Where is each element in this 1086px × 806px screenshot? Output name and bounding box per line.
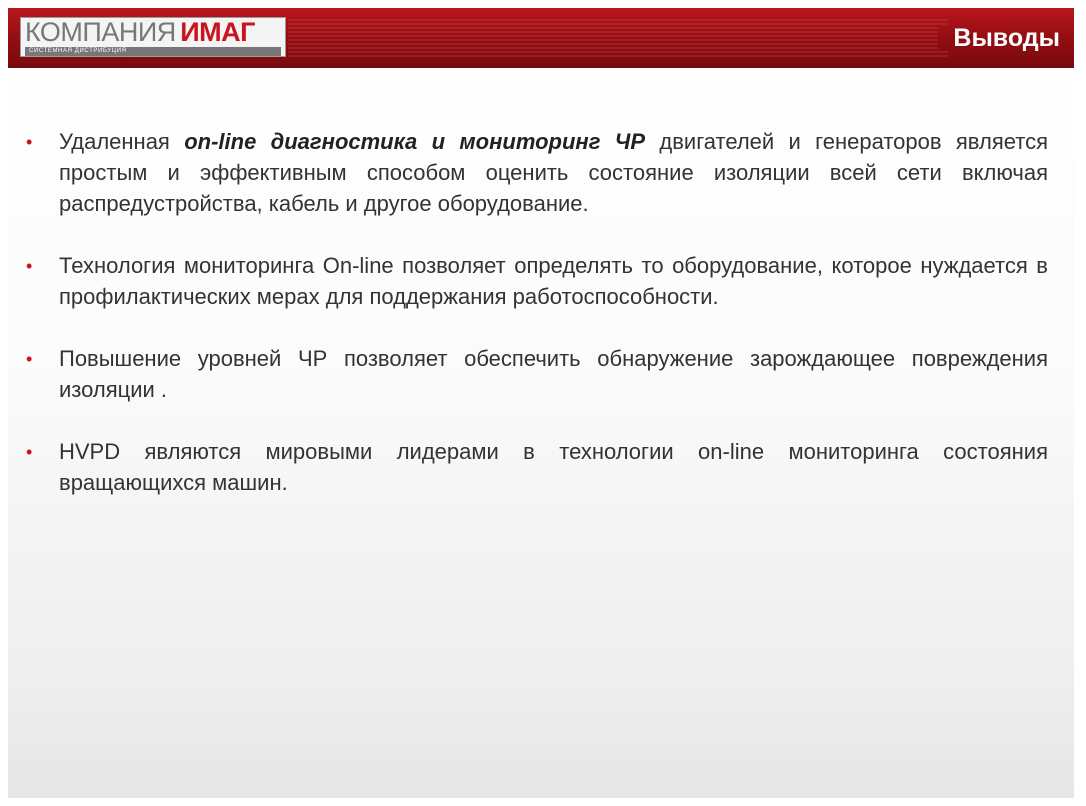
bullet-dot-icon: • bbox=[26, 256, 33, 276]
company-logo bbox=[20, 17, 286, 57]
bullet-text bbox=[59, 126, 1048, 219]
logo-main-text: КОМПАНИЯ bbox=[25, 17, 176, 47]
bullet-text: HVPD являются мировыми лидерами в технологии on-line мониторинга состояния вращающихся машин. bbox=[59, 439, 1048, 495]
bullet-item bbox=[26, 126, 1048, 219]
bullet-item bbox=[26, 343, 1048, 405]
slide bbox=[8, 8, 1074, 798]
logo-brand-text: ИМАГ bbox=[180, 17, 255, 47]
bullet-dot-icon: • bbox=[26, 132, 33, 152]
bullet-text: Технология мониторинга On-line позволяет определять то оборудование, которое нуждается в профилактических мерах для поддержания работоспособности. bbox=[59, 253, 1048, 309]
bullet-list bbox=[26, 126, 1048, 529]
bullet-text-emphasis: on-line диагностика и мониторинг ЧР bbox=[184, 129, 646, 154]
bullet-item bbox=[26, 250, 1048, 312]
bullet-text-before: Удаленная bbox=[59, 129, 185, 154]
logo-wordmark bbox=[25, 18, 255, 46]
logo-subtitle: СИСТЕМНАЯ ДИСТРИБУЦИЯ bbox=[25, 47, 281, 56]
slide-header bbox=[8, 8, 1074, 68]
bullet-dot-icon: • bbox=[26, 349, 33, 369]
bullet-text-after: двигателей и генераторов является простым и эффективным способом оценить состояние изоляции всей сети включая распредустройства, кабель и другое оборудование. bbox=[59, 129, 1048, 216]
bullet-item bbox=[26, 436, 1048, 498]
bullet-dot-icon: • bbox=[26, 442, 33, 462]
bullet-text: Повышение уровней ЧР позволяет обеспечить обнаружение зарождающее повреждения изоляции . bbox=[59, 346, 1048, 402]
slide-title: Выводы bbox=[953, 24, 1060, 52]
